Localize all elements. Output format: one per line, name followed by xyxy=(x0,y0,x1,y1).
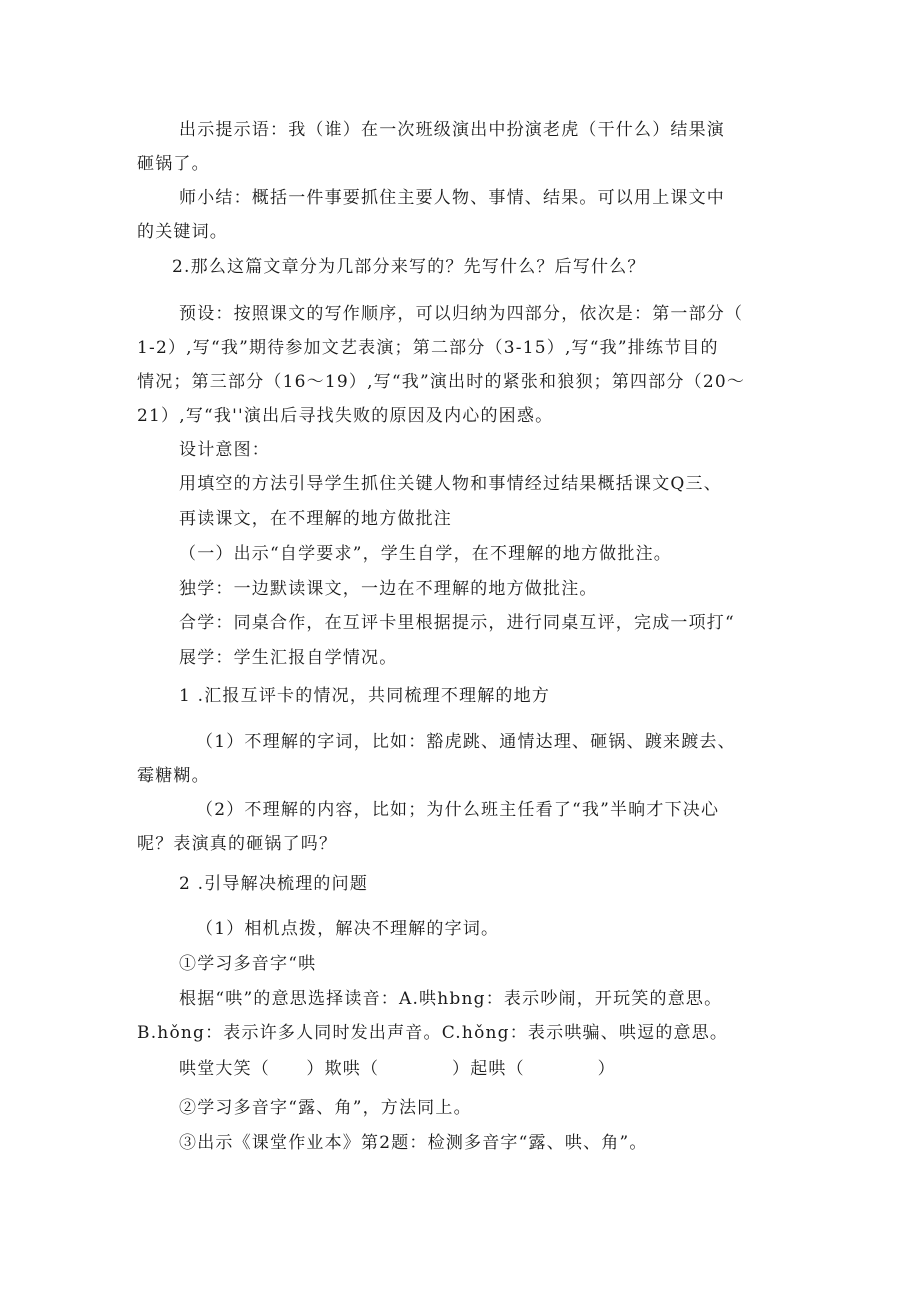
text-line: 用填空的方法引导学生抓住关键人物和事情经过结果概括课文Q三、 xyxy=(179,474,722,494)
text-line: 1 .汇报互评卡的情况，共同梳理不理解的地方 xyxy=(179,686,551,706)
text-line: 根据“哄”的意思选择读音：A.哄hbng：表示吵闹，开玩笑的意思。 xyxy=(179,989,723,1009)
text-line: 2.那么这篇文章分为几部分来写的？先写什么？后写什么？ xyxy=(172,257,646,277)
text-line: 砸锅了。 xyxy=(137,154,210,174)
text-line: （2）不理解的内容，比如；为什么班主任看了“我”半晌才下决心 xyxy=(196,800,720,820)
text-line: ②学习多音字“露、角”，方法同上。 xyxy=(179,1098,472,1118)
text-line: 1-2）,写“我”期待参加文艺表演；第二部分（3-15）,写“我”排练节目的 xyxy=(137,338,719,358)
text-line: B.hǒng：表示许多人同时发出声音。C.hǒng：表示哄骗、哄逗的意思。 xyxy=(137,1023,729,1043)
text-line: （1）相机点拨，解决不理解的字词。 xyxy=(196,919,500,939)
text-line: 霉糖糊。 xyxy=(137,766,210,786)
text-line: 21）,写“我''演出后寻找失败的原因及内心的困惑。 xyxy=(137,406,554,426)
text-line: 师小结：概括一件事要抓住主要人物、事情、结果。可以用上课文中 xyxy=(179,188,725,208)
text-line: ③出示《课堂作业本》第2题：检测多音字“露、哄、角”。 xyxy=(179,1133,648,1153)
text-line: 独学：一边默读课文，一边在不理解的地方做批注。 xyxy=(179,579,598,599)
text-line: 再读课文，在不理解的地方做批注 xyxy=(179,509,452,529)
text-line: （一）出示“自学要求”，学生自学，在不理解的地方做批注。 xyxy=(179,544,672,564)
text-line: 2 .引导解决梳理的问题 xyxy=(179,874,369,894)
text-line: 情况；第三部分（16～19）,写“我”演出时的紧张和狼狈；第四部分（20～ xyxy=(137,372,746,392)
text-line: 出示提示语：我（谁）在一次班级演出中扮演老虎（干什么）结果演 xyxy=(179,120,725,140)
text-line: 哄堂大笑（ ）欺哄（ ）起哄（ ） xyxy=(179,1059,616,1079)
text-line: 的关键词。 xyxy=(137,222,228,242)
text-line: 设计意图： xyxy=(179,440,270,460)
text-line: 合学：同桌合作，在互评卡里根据提示，进行同桌互评，完成一项打“ xyxy=(179,613,735,633)
text-line: 展学：学生汇报自学情况。 xyxy=(179,648,398,668)
text-line: 呢？表演真的砸锅了吗？ xyxy=(137,834,338,854)
text-line: （1）不理解的字词，比如：豁虎跳、通情达理、砸锅、踱来踱去、 xyxy=(196,732,736,752)
text-line: 预设：按照课文的写作顺序，可以归纳为四部分，依次是：第一部分（ xyxy=(179,304,744,324)
text-line: ①学习多音字“哄 xyxy=(179,954,317,974)
